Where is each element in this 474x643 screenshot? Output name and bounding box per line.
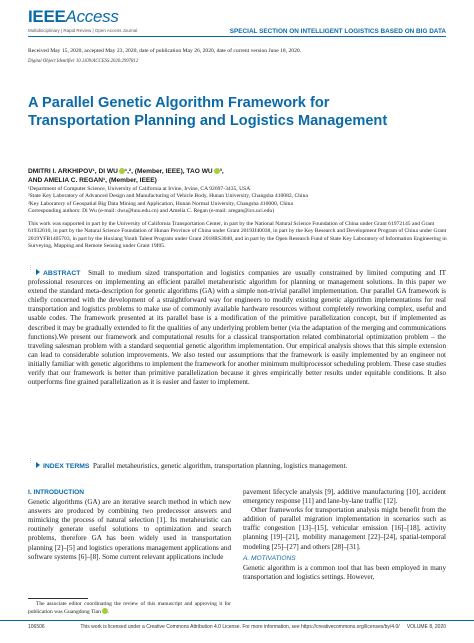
abstract-text: Small to medium sized transportation and logistics companies are usually constrained by limited computing and IT professional resources on implementing an efficient parallel metaheuristic algorithm for planning or management solutions. In this paper we extend the standard meta-description for genetic algorithms (GA) with a simple non-trivial parallel implementation. Our parallel GA framework is chiefly concerned with the development of a straightforward way for engineers to modify existing genetic algorithm implementations for real transportation and logistics problems to make use of commonly available hardware resources without completely reworking complex, useful and usable codes. The framework presented at its parallel base is a modification of the primitive parallelization concept, but if implemented as described it may be gradually extended to fit the qualities of any underlying problem better (via the adaptation of the merging and communications functions).We present our framework and computational results for a classical transportation related combinatorial optimization problem – the traveling salesman problem with a standard sequential genetic algorithm implementation. Our empirical analysis shows that this simple extension can lead to considerable solution improvements. We also tested our assumptions that the framework is easily implemented by an engineer not initially familiar with genetic algorithms to implement the framework for another minimum multiprocessor scheduling problem. These case studies verify that our framework is better than primitive parallelization because it gives empirically better results under equitable conditions. It also outperforms fine grained parallelization as it is easier and faster to implement.	[28, 269, 447, 387]
logo-access: Access	[65, 7, 119, 26]
volume-label: VOLUME 8, 2020	[406, 624, 446, 630]
journal-logo	[28, 7, 119, 27]
index-terms-label: INDEX TERMS	[43, 463, 90, 470]
abstract-label: ABSTRACT	[43, 270, 81, 277]
col2-paragraph-1: pavement lifecycle analysis [9], additive manufacturing [10], accident emergency response [11] and lane-by-lane traffic [12].	[243, 488, 446, 506]
corresponding-authors: Corresponding authors: Di Wu (e-mail: dwu@hnu.edu.cn) and Amelia C. Regan (e-mail: aregan@ics.uci.edu)	[28, 208, 275, 214]
intro-heading: I. INTRODUCTION	[28, 489, 85, 496]
authors-line2: AND AMELIA C. REGAN¹, (Member, IEEE)	[28, 177, 157, 185]
publication-dates: Received May 15, 2020, accepted May 23, 2020, date of publication May 26, 2020, date of current version June 18, 2020.	[28, 48, 302, 54]
arrow-icon	[36, 269, 40, 275]
left-column	[28, 488, 231, 562]
index-terms	[28, 462, 446, 471]
logo-tagline: Multidisciplinary | Rapid Review | Open Access Journal	[28, 28, 138, 33]
col2-paragraph-2: Other frameworks for transportation analysis might benefit from the addition of parallel migration implementation in scenarios such as traffic congestion [13]–[15], vehicular emission [16]–[18], activity planning [19]–[21], mobility management [22]–[24], spatial-temporal modeling [25]–[27] and others [28]–[31].	[243, 506, 446, 551]
authors-line1c: ³,	[219, 168, 224, 175]
authors-line1b: ¹,², (Member, IEEE), TAO WU	[124, 168, 213, 175]
footnote-rule	[28, 598, 88, 599]
affiliations	[28, 186, 448, 208]
motivations-heading: A. MOTIVATIONS	[243, 554, 296, 562]
intro-paragraph: Genetic algorithms (GA) are an iterative search method in which new answers are produced by combining two predecessor answers and mimicking the process of natural selection [1]. Its metaheuristic can routinely generate useful solutions to optimization and search problems, therefore GA has been widely used in transportation planning [2]–[5] and logistics operations management applications and software systems [6]–[8]. Some current relevant applications include	[28, 498, 231, 561]
header-rule	[28, 36, 446, 37]
paper-title: A Parallel Genetic Algorithm Framework for Transportation Planning and Logistics Management	[28, 95, 388, 130]
editor-footnote: The associate editor coordinating the review of this manuscript and approving it for publication was Guangdong Tian .	[28, 601, 231, 616]
index-terms-text: Parallel metaheuristics, genetic algorithm, transportation planning, logistics management.	[93, 462, 348, 470]
affiliation-2: ²State Key Laboratory of Advanced Design and Manufacturing of Vehicle Body, Hunan University, Changsha 410082, China	[28, 193, 308, 200]
authors-line1: DMITRI I. ARKHIPOV¹, DI WU	[28, 168, 118, 175]
orcid-icon[interactable]	[102, 608, 108, 614]
funding-statement: This work was supported in part by the University of California Transportation Center, in part by the National Natural Science Foundation of China under Grant 61972145 and Grant 61932010, in part by the Natural Science Foundation of Hunan Province of China under Grant 2019JJ40038, in part by the Key Research and Development Program of China under Grant 2019YFB1405703, in part by the Huxiang Youth Talent Program under Grant 2018RS3040, and in part by the Open Research Fund of State Key Laboratory of Information Engineering in Surveying, Mapping and Remote Sensing under Grant 19I05.	[28, 221, 447, 249]
logo-ieee: IEEE	[28, 7, 66, 26]
license-notice[interactable]: This work is licensed under a Creative Commons Attribution 4.0 License. For more information, see https://creativecommons.org/licenses/by/4.0/	[80, 624, 400, 630]
author-list	[28, 167, 448, 185]
index-marker-icon: ⋮	[28, 458, 33, 464]
special-section-heading: SPECIAL SECTION ON INTELLIGENT LOGISTICS BASED ON BIG DATA	[229, 28, 446, 35]
right-column	[243, 488, 446, 582]
col2-paragraph-3: Genetic algorithm is a common tool that has been employed in many transportation and logistics settings. However,	[243, 563, 446, 581]
footer-rule	[0, 620, 474, 621]
abstract-marker-icon: ⋮	[28, 265, 33, 271]
affiliation-3: ³Key Laboratory of Geospatial Big Data Mining and Application, Hunan Normal University, Changsha 410000, China	[28, 200, 293, 207]
abstract	[28, 269, 446, 387]
page-number: 106506	[28, 624, 45, 630]
doi-line: Digital Object Identifier 10.1109/ACCESS.2020.2997812	[28, 59, 139, 64]
affiliation-1: ¹Department of Computer Science, University of California at Irvine, Irvine, CA 92697-3435, USA	[28, 186, 251, 192]
arrow-icon	[36, 462, 40, 468]
